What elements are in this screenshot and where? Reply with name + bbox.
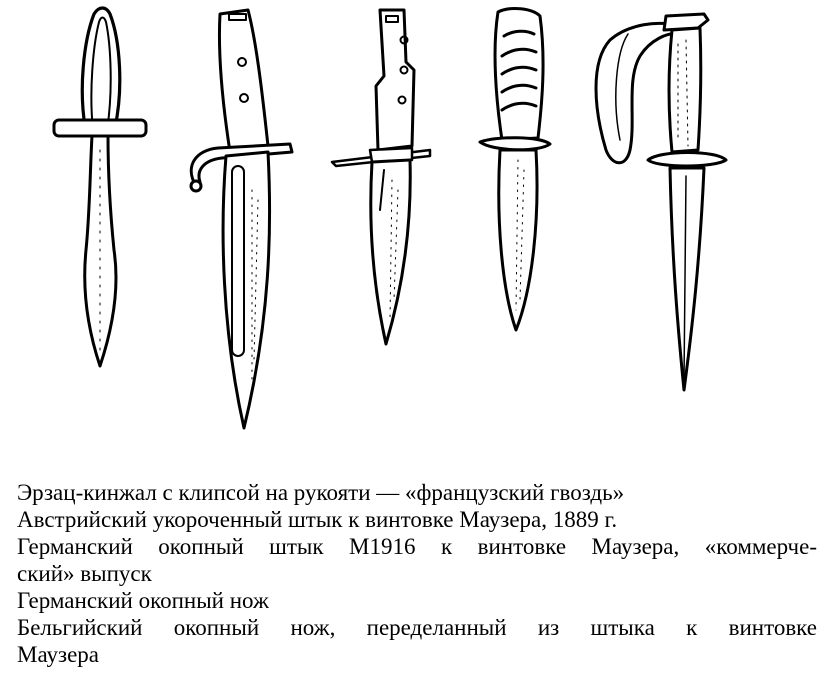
caption-french-nail: Эрзац-кинжал с клипсой на рукояти — «французский гвоздь» <box>17 480 625 505</box>
caption-austrian-bayonet: Австрийский укороченный штык к винтовке Маузера, 1889 г. <box>17 507 618 532</box>
caption-german-m1916-line1: Германский окопный штык M1916 к винтовке Маузера, «коммерче- <box>17 534 817 559</box>
french-nail-dagger-icon <box>54 8 146 366</box>
caption-german-m1916-line2: ский» выпуск <box>17 561 152 586</box>
caption-belgian-knife-line2: Маузера <box>17 642 99 667</box>
belgian-trench-knife-icon <box>596 14 726 390</box>
german-m1916-bayonet-icon <box>332 10 430 344</box>
german-trench-knife-icon <box>480 9 550 330</box>
caption-list <box>17 479 817 668</box>
caption-belgian-knife-line1: Бельгийский окопный нож, переделанный из штыка к винтовке <box>17 615 817 640</box>
caption-german-trench-knife: Германский окопный нож <box>17 588 269 613</box>
austrian-bayonet-icon <box>191 10 292 428</box>
